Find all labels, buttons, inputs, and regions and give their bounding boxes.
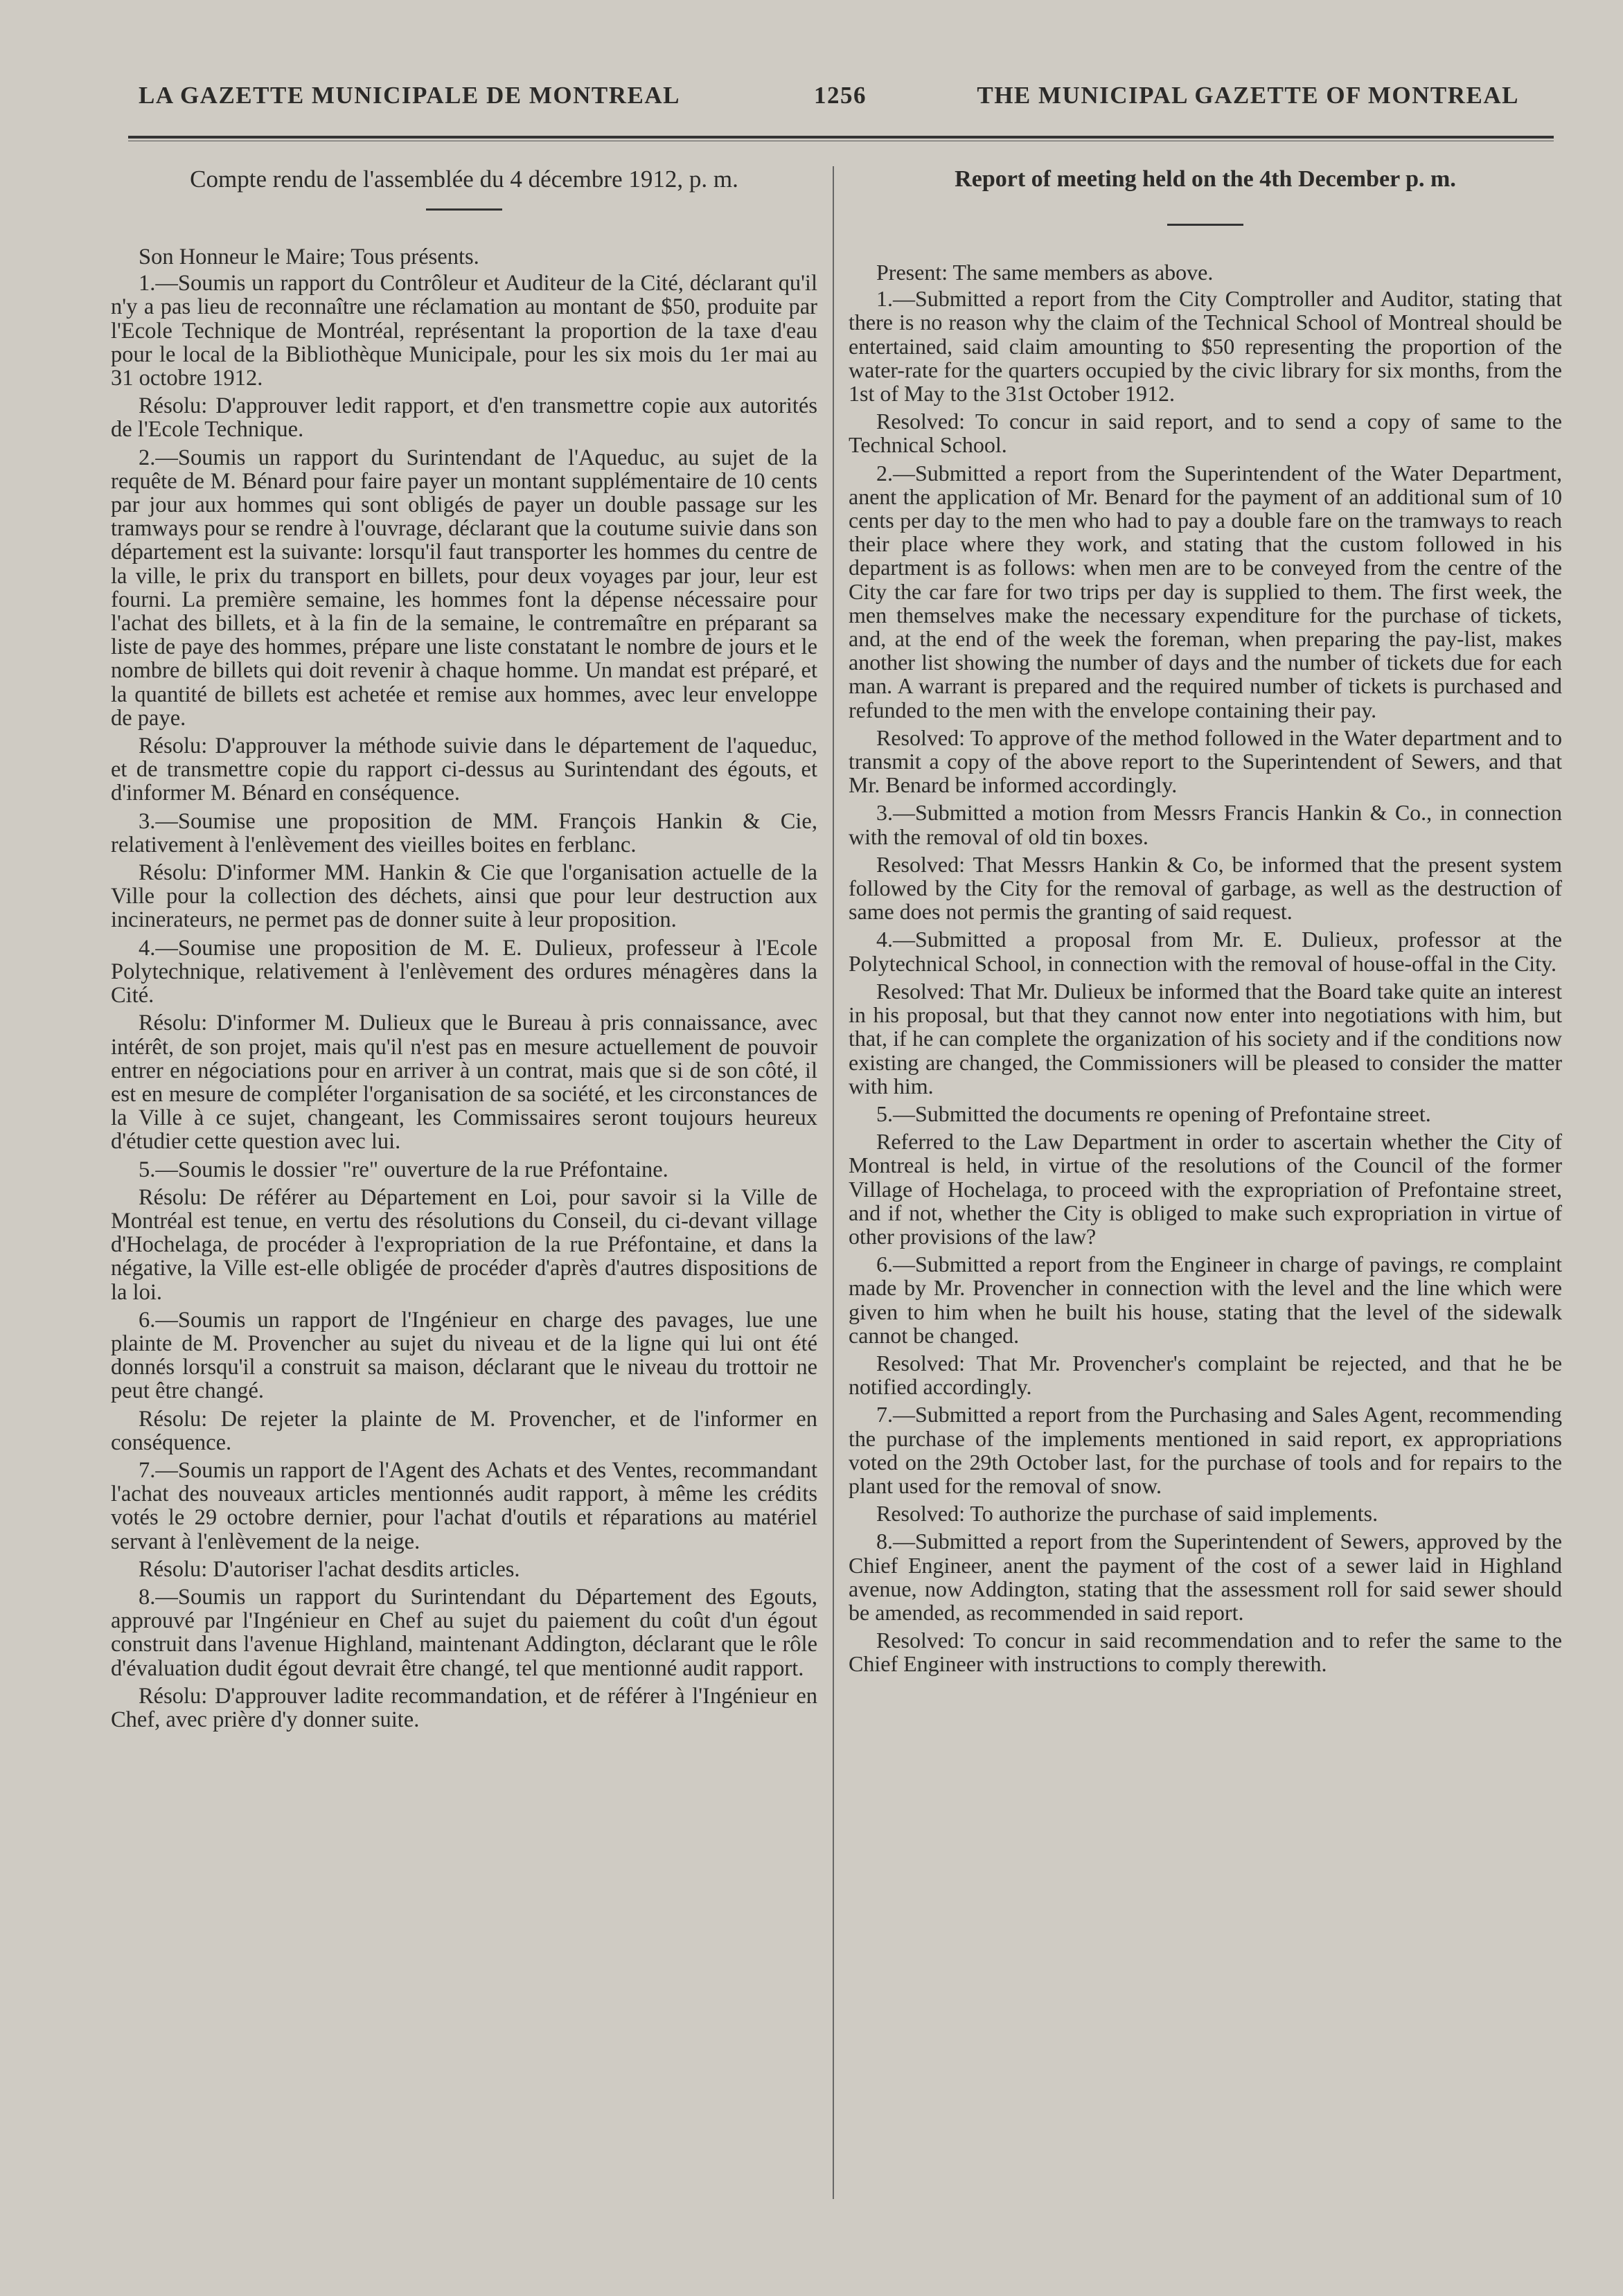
- french-paragraph: 8.—Soumis un rapport du Surintendant du Département des Egouts, approuvé par l'Ingénieur en Chef au sujet du paiement du coût d'un égout construit dans l'avenue Highland, maintenant Addington, déclarant que le rôle d'évaluation dudit égout devrait être changé, tel que mentionné audit rapport.: [111, 1584, 817, 1681]
- english-paragraph: 2.—Submitted a report from the Superintendent of the Water Department, anent the application of Mr. Benard for the payment of an additional sum of 10 cents per day to the men who had to pay a double fare on the tramways to reach their place where they work, and stating that the custom followed in his department is as follows: when men are to be conveyed from the centre of the City the car fare for two trips per day is supplied to them. The first week, the men themselves make the necessary expenditure for the purchase of tickets, and, at the end of the week the foreman, when preparing the pay-list, makes another list showing the number of days and the number of tickets due for each man. A warrant is prepared and the required number of tickets is purchased and refunded to the men with the envelope containing their pay.: [849, 460, 1562, 722]
- french-paragraph: Résolu: D'informer MM. Hankin & Cie que l'organisation actuelle de la Ville pour la collection des déchets, ainsi que pour leur destruction aux incinerateurs, ne permet pas de donner suite à leur proposition.: [111, 860, 817, 933]
- french-paragraph: Résolu: De référer au Département en Loi, pour savoir si la Ville de Montréal est tenue, en vertu des résolutions du Conseil, du ci-devant village d'Hochelaga, de procéder à l'expropriation de la rue Préfontaine, et dans la négative, la Ville est-elle obligée de procéder d'après d'autres dispositions de la loi.: [111, 1184, 817, 1305]
- english-paragraph: Resolved: To concur in said recommendation and to refer the same to the Chief Engineer with instructions to comply therewith.: [849, 1628, 1562, 1677]
- english-paragraph: 5.—Submitted the documents re opening of Prefontaine street.: [876, 1101, 1431, 1126]
- english-paragraph: 3.—Submitted a motion from Messrs Francis Hankin & Co., in connection with the removal of old tin boxes.: [849, 800, 1562, 849]
- french-paragraph: Résolu: D'approuver ladite recommandation, et de référer à l'Ingénieur en Chef, avec prière d'y donner suite.: [111, 1683, 817, 1732]
- header-rule: [128, 136, 1554, 139]
- french-paragraph: 1.—Soumis un rapport du Contrôleur et Auditeur de la Cité, déclarant qu'il n'y a pas lieu de reconnaître une réclamation au montant de $50, produite par l'Ecole Technique de Montréal, représentant la proportion de la taxe d'eau pour le local de la Bibliothèque Municipale, pour les six mois du 1er mai au 31 octobre 1912.: [111, 271, 817, 391]
- english-paragraph: Resolved: That Mr. Dulieux be informed that the Board take quite an interest in his proposal, but that they cannot now enter into negotiations with him, but that, if he can complete the organization of his society and if the conditions now existing are changed, the Commissioners will be pleased to consider the matter with him.: [849, 978, 1562, 1098]
- page-number: 1256: [814, 82, 867, 109]
- french-paragraph: Résolu: D'approuver ledit rapport, et d'en transmettre copie aux autorités de l'Ecole Technique.: [111, 393, 817, 443]
- french-paragraph: 5.—Soumis le dossier "re" ouverture de la rue Préfontaine.: [139, 1157, 668, 1182]
- french-paragraph: Résolu: D'autoriser l'achat desdits articles.: [139, 1556, 520, 1582]
- french-column: [111, 163, 817, 1736]
- french-body: [111, 245, 817, 1732]
- french-paragraph: 6.—Soumis un rapport de l'Ingénieur en charge des pavages, lue une plainte de M. Provencher au sujet du niveau et de la ligne qui lui ont été donnés lorsqu'il a construit sa maison, déclarant que le niveau du trottoir ne peut être changé.: [111, 1307, 817, 1404]
- english-paragraph: 6.—Submitted a report from the Engineer in charge of pavings, re complaint made by Mr. Provencher in connection with the level and the line which were given to him when he built his house, stating that the level of the sidewalk cannot be changed.: [849, 1252, 1562, 1348]
- english-paragraph: 1.—Submitted a report from the City Comptroller and Auditor, stating that there is no reason why the claim of the Technical School of Montreal should be entertained, said claim amounting to $50 representing the proportion of the water-rate for the quarters occupied by the civic library for six months, from the 1st of May to the 31st October 1912.: [849, 286, 1562, 407]
- column-divider: [833, 166, 834, 2199]
- english-paragraph: Resolved: That Mr. Provencher's complaint be rejected, and that he be notified accordingly.: [849, 1350, 1562, 1400]
- english-title-rule: [1167, 224, 1243, 226]
- english-paragraph: Resolved: To concur in said report, and to send a copy of same to the Technical School.: [849, 409, 1562, 458]
- french-paragraph: Son Honneur le Maire; Tous présents.: [139, 244, 479, 269]
- french-title: Compte rendu de l'assemblée du 4 décembre 1912, p. m.: [190, 166, 738, 193]
- french-paragraph: 7.—Soumis un rapport de l'Agent des Achats et des Ventes, recommandant l'achat des nouveaux articles mentionnés audit rapport, à même les crédits votés le 29 octobre dernier, pour l'achat d'outils et réparations au matériel servant à l'enlèvement de la neige.: [111, 1457, 817, 1554]
- french-paragraph: 4.—Soumise une proposition de M. E. Dulieux, professeur à l'Ecole Polytechnique, relativement à l'enlèvement des ordures ménagères dans la Cité.: [111, 935, 817, 1008]
- french-paragraph: Résolu: D'informer M. Dulieux que le Bureau à pris connaissance, avec intérêt, de son projet, mais qu'il n'est pas en mesure actuellement de pouvoir entrer en négociations pour en arriver à un contrat, mais que si de son côté, il est en mesure de compléter l'organisation de sa société, et les circonstances de la Ville à ce sujet, changeant, les Commissaires seront toujours heureux d'étudier cette question avec lui.: [111, 1011, 817, 1155]
- english-body: [849, 260, 1562, 1676]
- english-paragraph: Resolved: To approve of the method followed in the Water department and to transmit a copy of the above report to the Superintendent of Sewers, and that Mr. Benard be informed accordingly.: [849, 724, 1562, 798]
- english-paragraph: 4.—Submitted a proposal from Mr. E. Dulieux, professor at the Polytechnical School, in connection with the removal of house-offal in the City.: [849, 927, 1562, 976]
- header-french-title: LA GAZETTE MUNICIPALE DE MONTREAL: [139, 82, 681, 109]
- english-column: [849, 163, 1562, 1680]
- english-paragraph: Resolved: That Messrs Hankin & Co, be informed that the present system followed by the City for the removal of garbage, as well as the destruction of same does not permis the granting of said request.: [849, 851, 1562, 925]
- french-paragraph: Résolu: D'approuver la méthode suivie dans le département de l'aqueduc, et de transmettre copie du rapport ci-dessus au Surintendant des égouts, et d'informer M. Bénard en conséquence.: [111, 733, 817, 806]
- french-title-rule: [426, 208, 502, 211]
- header-english-title: THE MUNICIPAL GAZETTE OF MONTREAL: [977, 82, 1519, 109]
- english-paragraph: Resolved: To authorize the purchase of said implements.: [876, 1501, 1378, 1527]
- french-paragraph: Résolu: De rejeter la plainte de M. Provencher, et de l'informer en conséquence.: [111, 1406, 817, 1455]
- english-title: Report of meeting held on the 4th December p. m.: [955, 166, 1456, 192]
- english-paragraph: Referred to the Law Department in order to ascertain whether the City of Montreal is held, in virtue of the resolutions of the Council of the former Village of Hochelaga, to proceed with the expropriation of Prefontaine street, and if not, whether the City is obliged to make such expropriation in virtue of other provisions of the law?: [849, 1129, 1562, 1249]
- english-paragraph: Present: The same members as above.: [876, 260, 1214, 285]
- french-paragraph: 2.—Soumis un rapport du Surintendant de l'Aqueduc, au sujet de la requête de M. Bénard pour faire payer un montant supplémentaire de 10 cents par jour aux hommes qui sont obligés de payer un double passage sur les tramways pour se rendre à l'ouvrage, déclarant que la coutume suivie dans son département est la suivante: lorsqu'il faut transporter les hommes du centre de la ville, le prix du transport en billets, pour deux voyages par jour, leur est fourni. La première semaine, les hommes font la dépense nécessaire pour l'achat des billets, et à la fin de la semaine, le contremaître en préparant sa liste de paye des hommes, prépare une liste constatant le nombre de jours et le nombre de billets qui doit revenir à chaque homme. Un mandat est préparé, et la quantité de billets est achetée et remise aux hommes, avec leur enveloppe de paye.: [111, 445, 817, 731]
- english-paragraph: 7.—Submitted a report from the Purchasing and Sales Agent, recommending the purchase of the implements mentioned in said report, ex appropriations voted on the 29th October last, for the purchase of tools and for repairs to the plant used for the removal of snow.: [849, 1402, 1562, 1498]
- french-paragraph: 3.—Soumise une proposition de MM. François Hankin & Cie, relativement à l'enlèvement des vieilles boites en ferblanc.: [111, 808, 817, 857]
- running-header: [139, 82, 1519, 123]
- english-paragraph: 8.—Submitted a report from the Superintendent of Sewers, approved by the Chief Engineer, anent the payment of the cost of a sewer laid in Highland avenue, now Addington, stating that the assessment roll for said sewer should be amended, as recommended in said report.: [849, 1529, 1562, 1625]
